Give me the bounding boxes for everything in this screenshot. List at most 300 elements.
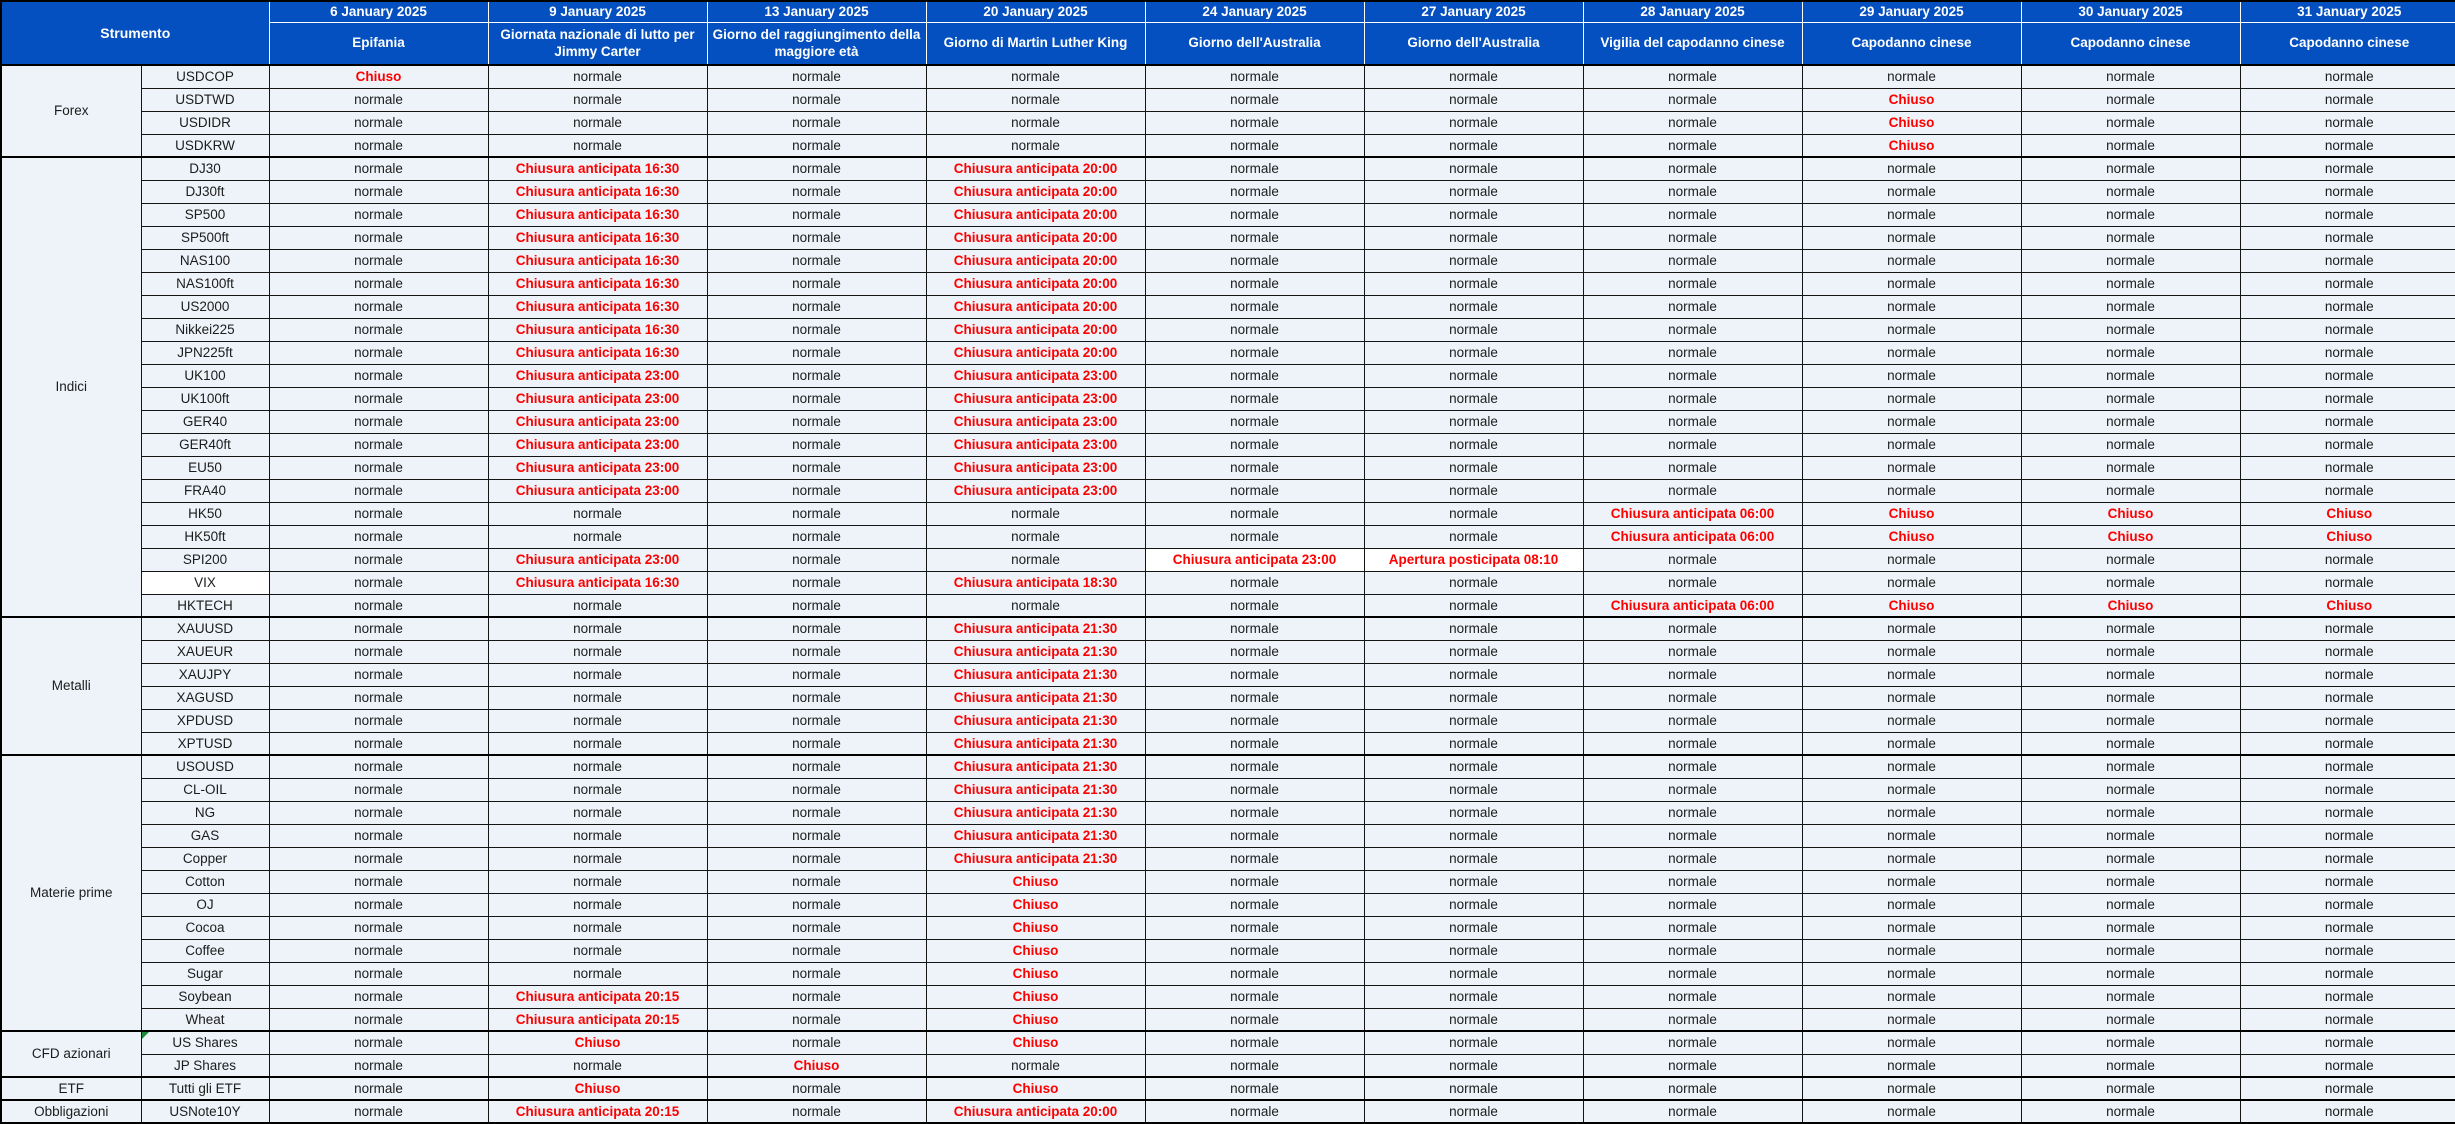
table-row (1, 203, 2455, 226)
status-cell: normale (1364, 709, 1583, 732)
status-cell: normale (1802, 824, 2021, 847)
status-cell: normale (1364, 1008, 1583, 1031)
status-cell: normale (707, 433, 926, 456)
status-cell: normale (269, 364, 488, 387)
status-cell: normale (707, 203, 926, 226)
status-cell: normale (1364, 157, 1583, 180)
status-cell: normale (269, 502, 488, 525)
status-cell: normale (488, 594, 707, 617)
status-cell: Chiusura anticipata 21:30 (926, 847, 1145, 870)
status-cell: normale (2021, 456, 2240, 479)
status-cell: normale (1583, 65, 1802, 88)
status-cell: normale (1145, 226, 1364, 249)
instrument-cell: Coffee (141, 939, 269, 962)
status-cell: Chiusura anticipata 06:00 (1583, 502, 1802, 525)
status-cell: normale (1364, 686, 1583, 709)
status-cell: Chiuso (926, 1031, 1145, 1054)
status-cell: normale (2021, 1031, 2240, 1054)
category-cell: ETF (1, 1077, 141, 1100)
status-cell: normale (2240, 226, 2455, 249)
status-cell: normale (926, 502, 1145, 525)
status-cell: normale (707, 594, 926, 617)
status-cell: normale (488, 686, 707, 709)
status-cell: normale (269, 456, 488, 479)
status-cell: normale (1583, 663, 1802, 686)
status-cell: normale (1145, 387, 1364, 410)
date-header: 9 January 2025 (488, 1, 707, 22)
status-cell: normale (1802, 1054, 2021, 1077)
table-row (1, 985, 2455, 1008)
category-cell: CFD azionari (1, 1031, 141, 1077)
status-cell: normale (1583, 640, 1802, 663)
status-cell: normale (1802, 226, 2021, 249)
status-cell: normale (2240, 410, 2455, 433)
status-cell: normale (1802, 548, 2021, 571)
table-row (1, 295, 2455, 318)
status-cell: normale (2021, 318, 2240, 341)
status-cell: Chiusura anticipata 20:00 (926, 180, 1145, 203)
status-cell: normale (269, 387, 488, 410)
status-cell: normale (2240, 870, 2455, 893)
status-cell: normale (1802, 916, 2021, 939)
status-cell: normale (488, 916, 707, 939)
status-cell: normale (2240, 686, 2455, 709)
status-cell: Chiusura anticipata 23:00 (1145, 548, 1364, 571)
table-row (1, 180, 2455, 203)
status-cell: normale (1802, 203, 2021, 226)
status-cell: Chiusura anticipata 16:30 (488, 272, 707, 295)
status-cell: normale (707, 801, 926, 824)
status-cell: normale (2021, 203, 2240, 226)
status-cell: normale (1583, 272, 1802, 295)
status-cell: normale (2021, 939, 2240, 962)
instrument-cell: HK50ft (141, 525, 269, 548)
instrument-cell: DJ30 (141, 157, 269, 180)
status-cell: normale (1802, 617, 2021, 640)
instrument-cell: DJ30ft (141, 180, 269, 203)
status-cell: normale (488, 732, 707, 755)
instrument-cell: NG (141, 801, 269, 824)
status-cell: normale (2021, 571, 2240, 594)
status-cell: normale (1145, 272, 1364, 295)
table-row (1, 479, 2455, 502)
instrument-cell: US Shares (141, 1031, 269, 1054)
status-cell: Chiusura anticipata 21:30 (926, 640, 1145, 663)
status-cell: normale (2021, 410, 2240, 433)
status-cell: normale (1364, 341, 1583, 364)
status-cell: normale (2240, 893, 2455, 916)
status-cell: Chiuso (2021, 525, 2240, 548)
status-cell: normale (1802, 456, 2021, 479)
instrument-cell: JP Shares (141, 1054, 269, 1077)
status-cell: normale (269, 479, 488, 502)
status-cell: Chiuso (1802, 134, 2021, 157)
status-cell: normale (2021, 1077, 2240, 1100)
status-cell: Chiuso (488, 1077, 707, 1100)
status-cell: normale (707, 502, 926, 525)
status-cell: normale (488, 134, 707, 157)
status-cell: normale (2021, 870, 2240, 893)
status-cell: normale (1364, 387, 1583, 410)
status-cell: normale (1583, 755, 1802, 778)
table-row (1, 1008, 2455, 1031)
status-cell: normale (926, 548, 1145, 571)
status-cell: normale (2240, 180, 2455, 203)
status-cell: normale (269, 847, 488, 870)
status-cell: Chiuso (926, 962, 1145, 985)
status-cell: Chiusura anticipata 21:30 (926, 617, 1145, 640)
status-cell: normale (1364, 272, 1583, 295)
status-cell: Chiusura anticipata 23:00 (926, 456, 1145, 479)
status-cell: normale (1583, 456, 1802, 479)
status-cell: normale (2021, 1054, 2240, 1077)
status-cell: normale (707, 111, 926, 134)
instrument-cell: HK50 (141, 502, 269, 525)
status-cell: Chiusura anticipata 21:30 (926, 732, 1145, 755)
table-row (1, 916, 2455, 939)
status-cell: normale (2240, 640, 2455, 663)
status-cell: Chiusura anticipata 20:00 (926, 341, 1145, 364)
status-cell: normale (1583, 962, 1802, 985)
status-cell: normale (1583, 824, 1802, 847)
status-cell: normale (1802, 755, 2021, 778)
status-cell: Chiusura anticipata 21:30 (926, 824, 1145, 847)
holiday-header: Capodanno cinese (2021, 22, 2240, 65)
status-cell: Chiusura anticipata 20:15 (488, 1008, 707, 1031)
status-cell: normale (1583, 801, 1802, 824)
status-cell: normale (707, 479, 926, 502)
status-cell: normale (1145, 985, 1364, 1008)
table-row (1, 755, 2455, 778)
status-cell: normale (2021, 617, 2240, 640)
status-cell: Chiuso (926, 939, 1145, 962)
status-cell: normale (1364, 1054, 1583, 1077)
status-cell: Chiusura anticipata 20:00 (926, 203, 1145, 226)
status-cell: normale (1145, 686, 1364, 709)
status-cell: normale (1802, 295, 2021, 318)
status-cell: Chiusura anticipata 20:00 (926, 249, 1145, 272)
status-cell: normale (488, 778, 707, 801)
status-cell: normale (707, 663, 926, 686)
table-row (1, 824, 2455, 847)
status-cell: normale (1802, 1077, 2021, 1100)
status-cell: normale (1364, 456, 1583, 479)
status-cell: normale (926, 88, 1145, 111)
instrument-cell: GER40ft (141, 433, 269, 456)
status-cell: normale (1583, 318, 1802, 341)
status-cell: normale (269, 295, 488, 318)
status-cell: normale (2240, 847, 2455, 870)
status-cell: normale (1364, 410, 1583, 433)
status-cell: normale (1364, 479, 1583, 502)
holiday-header: Giornata nazionale di lutto per Jimmy Carter (488, 22, 707, 65)
status-cell: normale (1145, 249, 1364, 272)
status-cell: normale (2240, 617, 2455, 640)
status-cell: normale (1802, 847, 2021, 870)
table-row (1, 962, 2455, 985)
status-cell: normale (2240, 272, 2455, 295)
status-cell: normale (1145, 870, 1364, 893)
status-cell: normale (1364, 1100, 1583, 1123)
status-cell: normale (1145, 134, 1364, 157)
instrument-cell: USDTWD (141, 88, 269, 111)
status-cell: normale (269, 709, 488, 732)
status-cell: normale (1364, 65, 1583, 88)
status-cell: normale (1583, 847, 1802, 870)
status-cell: normale (269, 1054, 488, 1077)
status-cell: normale (488, 617, 707, 640)
table-row (1, 111, 2455, 134)
status-cell: normale (269, 663, 488, 686)
date-header: 20 January 2025 (926, 1, 1145, 22)
status-cell: normale (1145, 617, 1364, 640)
status-cell: normale (269, 433, 488, 456)
status-cell: Chiusura anticipata 20:00 (926, 272, 1145, 295)
status-cell: Chiuso (1802, 525, 2021, 548)
status-cell: normale (269, 249, 488, 272)
status-cell: normale (1145, 847, 1364, 870)
status-cell: normale (1583, 732, 1802, 755)
table-row (1, 410, 2455, 433)
status-cell: normale (1364, 755, 1583, 778)
status-cell: Chiusura anticipata 23:00 (488, 548, 707, 571)
status-cell: normale (269, 571, 488, 594)
status-cell: normale (707, 341, 926, 364)
status-cell: normale (926, 525, 1145, 548)
status-cell: normale (1583, 1031, 1802, 1054)
status-cell: normale (488, 755, 707, 778)
status-cell: Chiuso (269, 65, 488, 88)
status-cell: normale (1583, 939, 1802, 962)
status-cell: Chiusura anticipata 21:30 (926, 709, 1145, 732)
status-cell: normale (707, 824, 926, 847)
status-cell: Chiusura anticipata 16:30 (488, 295, 707, 318)
status-cell: normale (707, 962, 926, 985)
status-cell: normale (1145, 801, 1364, 824)
status-cell: normale (1145, 916, 1364, 939)
status-cell: normale (1802, 985, 2021, 1008)
status-cell: Chiusura anticipata 23:00 (488, 387, 707, 410)
table-row (1, 249, 2455, 272)
status-cell: normale (2240, 433, 2455, 456)
status-cell: normale (2021, 732, 2240, 755)
table-row (1, 893, 2455, 916)
status-cell: Chiusura anticipata 16:30 (488, 203, 707, 226)
status-cell: normale (1802, 410, 2021, 433)
status-cell: normale (1583, 916, 1802, 939)
status-cell: normale (1802, 939, 2021, 962)
instrument-cell: JPN225ft (141, 341, 269, 364)
status-cell: normale (1145, 111, 1364, 134)
status-cell: normale (488, 847, 707, 870)
status-cell: normale (1364, 939, 1583, 962)
status-cell: normale (1364, 502, 1583, 525)
status-cell: normale (269, 548, 488, 571)
status-cell: normale (1364, 295, 1583, 318)
instrument-cell: SPI200 (141, 548, 269, 571)
status-cell: normale (1583, 548, 1802, 571)
status-cell: Chiusura anticipata 20:15 (488, 1100, 707, 1123)
status-cell: normale (1802, 180, 2021, 203)
status-cell: Chiuso (707, 1054, 926, 1077)
status-cell: normale (1583, 249, 1802, 272)
status-cell: normale (2021, 778, 2240, 801)
table-row (1, 801, 2455, 824)
status-cell: Chiusura anticipata 16:30 (488, 157, 707, 180)
status-cell: normale (1583, 203, 1802, 226)
instrument-cell: Nikkei225 (141, 318, 269, 341)
status-cell: normale (2021, 640, 2240, 663)
status-cell: normale (2021, 111, 2240, 134)
category-cell: Obbligazioni (1, 1100, 141, 1123)
table-row (1, 88, 2455, 111)
table-row (1, 709, 2455, 732)
status-cell: normale (1583, 387, 1802, 410)
status-cell: normale (707, 157, 926, 180)
status-cell: normale (488, 709, 707, 732)
status-cell: normale (2240, 134, 2455, 157)
status-cell: normale (1583, 778, 1802, 801)
status-cell: normale (2240, 663, 2455, 686)
status-cell: normale (1364, 847, 1583, 870)
status-cell: Chiusura anticipata 20:00 (926, 295, 1145, 318)
status-cell: Chiusura anticipata 16:30 (488, 249, 707, 272)
status-cell: normale (1583, 985, 1802, 1008)
status-cell: normale (2240, 916, 2455, 939)
status-cell: normale (2240, 709, 2455, 732)
status-cell: normale (488, 525, 707, 548)
instrument-cell: UK100 (141, 364, 269, 387)
status-cell: Chiusura anticipata 23:00 (488, 456, 707, 479)
status-cell: normale (1364, 226, 1583, 249)
date-header: 6 January 2025 (269, 1, 488, 22)
status-cell: normale (2021, 916, 2240, 939)
status-cell: normale (488, 88, 707, 111)
holiday-header: Giorno dell'Australia (1364, 22, 1583, 65)
status-cell: normale (1802, 1008, 2021, 1031)
status-cell: normale (269, 640, 488, 663)
status-cell: normale (2240, 732, 2455, 755)
status-cell: normale (707, 640, 926, 663)
status-cell: normale (1583, 1077, 1802, 1100)
status-cell: Chiuso (926, 870, 1145, 893)
instrument-cell: HKTECH (141, 594, 269, 617)
status-cell: normale (1364, 778, 1583, 801)
status-cell: Chiusura anticipata 23:00 (926, 433, 1145, 456)
status-cell: normale (1145, 88, 1364, 111)
status-cell: normale (488, 824, 707, 847)
status-cell: normale (2021, 65, 2240, 88)
status-cell: normale (1145, 709, 1364, 732)
status-cell: normale (707, 525, 926, 548)
status-cell: normale (269, 157, 488, 180)
status-cell: normale (1802, 272, 2021, 295)
instrument-cell: USOUSD (141, 755, 269, 778)
status-cell: normale (269, 203, 488, 226)
status-cell: normale (2240, 456, 2455, 479)
status-cell: normale (2240, 962, 2455, 985)
status-cell: normale (269, 801, 488, 824)
status-cell: normale (1145, 456, 1364, 479)
status-cell: normale (269, 962, 488, 985)
status-cell: Chiuso (926, 1008, 1145, 1031)
status-cell: normale (1145, 479, 1364, 502)
table-row (1, 1077, 2455, 1100)
status-cell: normale (1145, 318, 1364, 341)
status-cell: normale (488, 939, 707, 962)
status-cell: normale (2021, 88, 2240, 111)
status-cell: normale (2021, 755, 2240, 778)
status-cell: normale (1145, 525, 1364, 548)
table-row (1, 134, 2455, 157)
status-cell: normale (707, 410, 926, 433)
status-cell: normale (269, 1077, 488, 1100)
status-cell: normale (2240, 203, 2455, 226)
status-cell: normale (707, 916, 926, 939)
status-cell: normale (1364, 203, 1583, 226)
table-row (1, 341, 2455, 364)
status-cell: normale (2240, 249, 2455, 272)
status-cell: normale (707, 65, 926, 88)
status-cell: normale (707, 617, 926, 640)
status-cell: normale (707, 364, 926, 387)
date-header: 29 January 2025 (1802, 1, 2021, 22)
status-cell: normale (2021, 824, 2240, 847)
date-header: 30 January 2025 (2021, 1, 2240, 22)
status-cell: normale (488, 663, 707, 686)
status-cell: normale (269, 870, 488, 893)
status-cell: normale (1145, 893, 1364, 916)
status-cell: normale (1583, 364, 1802, 387)
status-cell: normale (926, 134, 1145, 157)
status-cell: normale (2021, 548, 2240, 571)
category-cell: Materie prime (1, 755, 141, 1031)
status-cell: normale (2021, 1100, 2240, 1123)
status-cell: Chiusura anticipata 21:30 (926, 663, 1145, 686)
status-cell: normale (707, 1031, 926, 1054)
date-header: 28 January 2025 (1583, 1, 1802, 22)
status-cell: normale (269, 939, 488, 962)
status-cell: normale (488, 893, 707, 916)
instrument-cell: USDIDR (141, 111, 269, 134)
status-cell: normale (269, 686, 488, 709)
status-cell: normale (1583, 180, 1802, 203)
status-cell: normale (1802, 157, 2021, 180)
table-row (1, 686, 2455, 709)
status-cell: normale (1145, 663, 1364, 686)
holiday-header: Capodanno cinese (2240, 22, 2455, 65)
status-cell: normale (1145, 939, 1364, 962)
table-row (1, 640, 2455, 663)
status-cell: normale (1145, 571, 1364, 594)
status-cell: normale (707, 939, 926, 962)
status-cell: normale (1802, 709, 2021, 732)
status-cell: normale (707, 870, 926, 893)
status-cell: Chiuso (926, 985, 1145, 1008)
status-cell: normale (269, 1031, 488, 1054)
status-cell: Chiusura anticipata 16:30 (488, 180, 707, 203)
status-cell: normale (1145, 1100, 1364, 1123)
instrument-cell: GER40 (141, 410, 269, 433)
status-cell: normale (269, 111, 488, 134)
instrument-cell: Cotton (141, 870, 269, 893)
status-cell: normale (269, 1008, 488, 1031)
status-cell: normale (1583, 410, 1802, 433)
status-cell: normale (1364, 916, 1583, 939)
status-cell: normale (2021, 180, 2240, 203)
instrument-cell: EU50 (141, 456, 269, 479)
status-cell: normale (269, 525, 488, 548)
